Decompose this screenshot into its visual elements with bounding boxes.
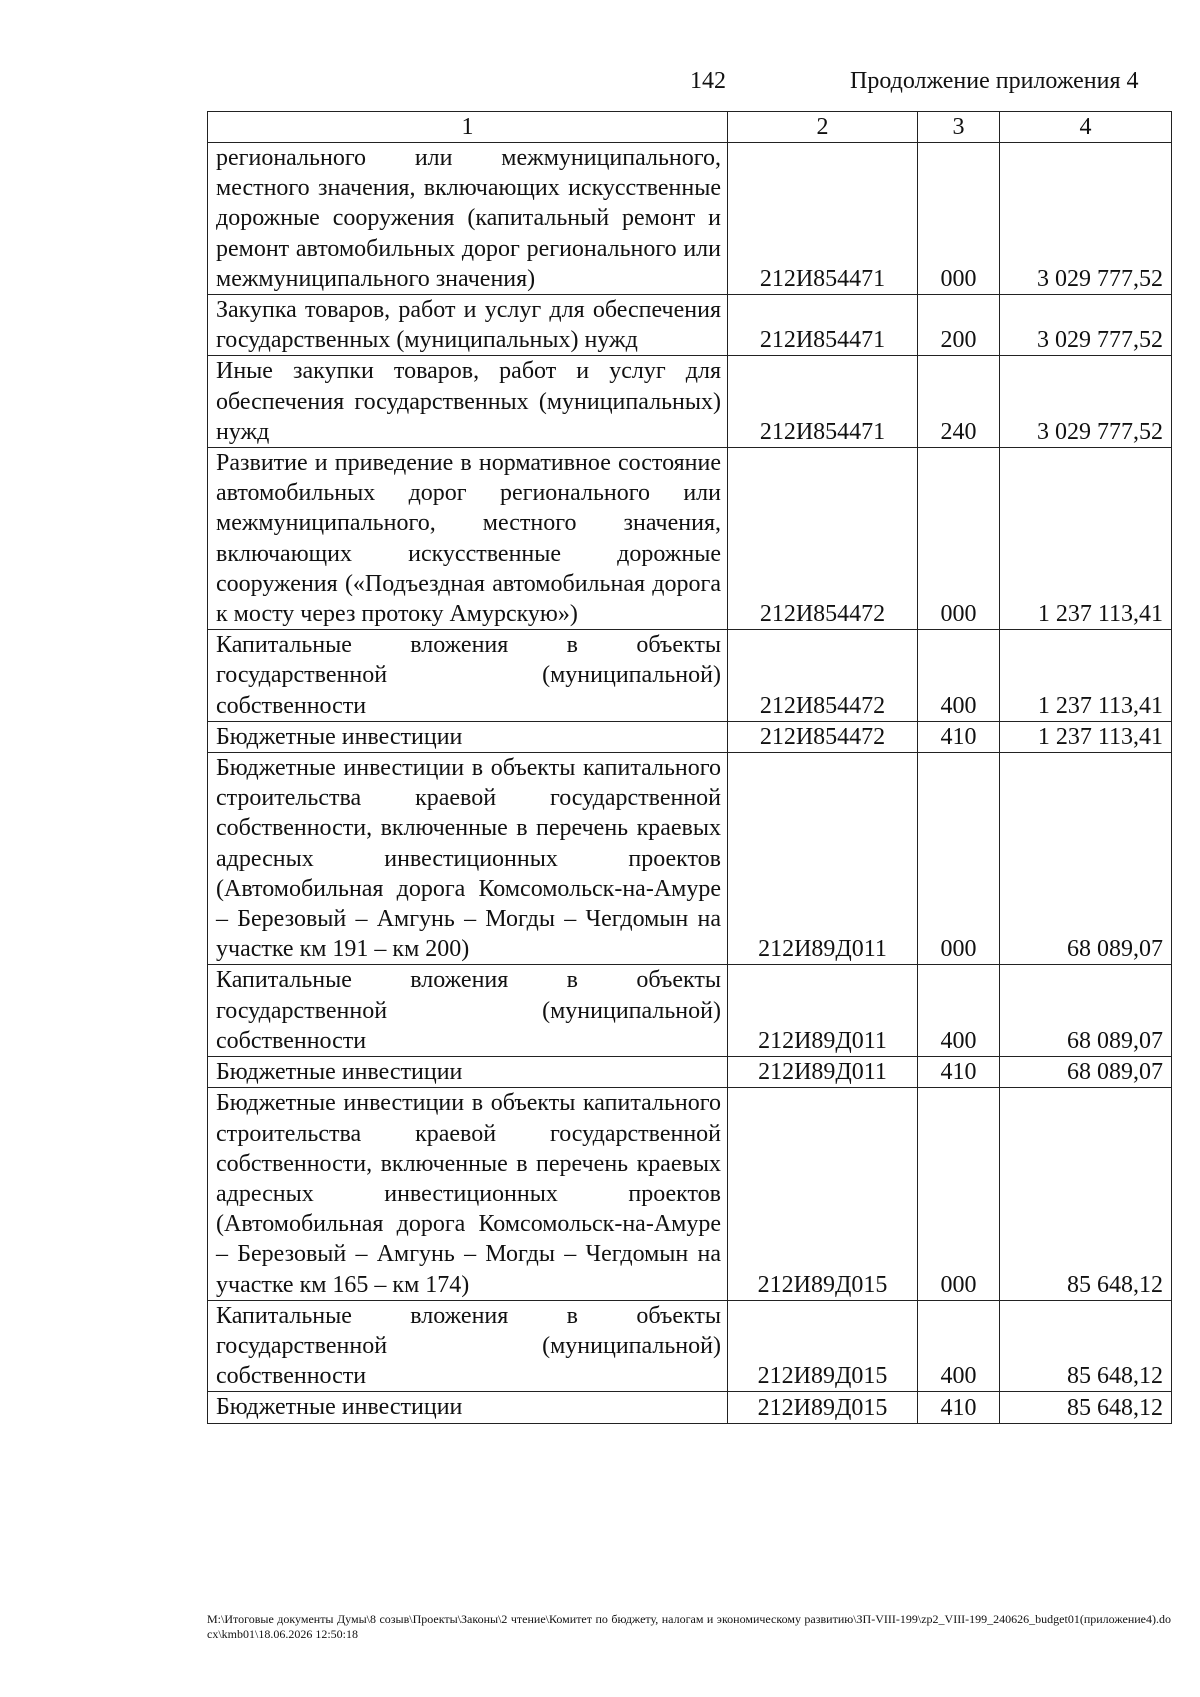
row-type: 200 (918, 295, 1000, 356)
page-number: 142 (690, 68, 726, 94)
row-type: 400 (918, 965, 1000, 1057)
budget-table (207, 111, 1172, 1424)
table-row (208, 753, 1172, 965)
row-code: 212И89Д015 (728, 1392, 918, 1423)
row-amount: 85 648,12 (1000, 1392, 1172, 1423)
table-row (208, 1057, 1172, 1088)
row-description: Бюджетные инвестиции (208, 1057, 728, 1088)
row-description: Иные закупки товаров, работ и услуг для обеспечения государственных (муниципальных) нужд (208, 356, 728, 448)
row-code: 212И89Д015 (728, 1300, 918, 1392)
table-row (208, 1088, 1172, 1300)
row-description: Развитие и приведение в нормативное состояние автомобильных дорог регионального или межмуниципального, местного значения, включающих искусственные дорожные сооружения («Подъездная автомобильная дорога к мосту через протоку Амурскую») (208, 448, 728, 630)
row-code: 212И854471 (728, 143, 918, 295)
column-header: 3 (918, 112, 1000, 143)
column-header: 1 (208, 112, 728, 143)
column-header: 2 (728, 112, 918, 143)
row-code: 212И89Д011 (728, 965, 918, 1057)
row-type: 410 (918, 721, 1000, 752)
table-row (208, 1392, 1172, 1423)
row-amount: 85 648,12 (1000, 1300, 1172, 1392)
table-header-row (208, 112, 1172, 143)
table-row (208, 1300, 1172, 1392)
row-type: 000 (918, 448, 1000, 630)
row-amount: 3 029 777,52 (1000, 295, 1172, 356)
row-type: 000 (918, 753, 1000, 965)
row-description: Капитальные вложения в объекты государственной (муниципальной) собственности (208, 1300, 728, 1392)
row-amount: 68 089,07 (1000, 1057, 1172, 1088)
row-type: 400 (918, 1300, 1000, 1392)
row-description: Закупка товаров, работ и услуг для обеспечения государственных (муниципальных) нужд (208, 295, 728, 356)
row-type: 410 (918, 1057, 1000, 1088)
row-amount: 1 237 113,41 (1000, 721, 1172, 752)
row-code: 212И89Д011 (728, 1057, 918, 1088)
row-code: 212И89Д011 (728, 753, 918, 965)
table-row (208, 356, 1172, 448)
row-amount: 1 237 113,41 (1000, 448, 1172, 630)
row-code: 212И854472 (728, 721, 918, 752)
row-type: 000 (918, 1088, 1000, 1300)
file-path-footer: M:\Итоговые документы Думы\8 созыв\Проекты\Законы\2 чтение\Комитет по бюджету, налогам и экономическому развитию\ЗП-VIII-199\zp2_VIII-199_240626_budget01(приложение4).docx\kmb01\18.06.2026 12:50:18 (207, 1612, 1171, 1641)
row-code: 212И89Д015 (728, 1088, 918, 1300)
row-description: регионального или межмуниципального, местного значения, включающих искусственные дорожные сооружения (капитальный ремонт и ремонт автомобильных дорог регионального или межмуниципального значения) (208, 143, 728, 295)
row-code: 212И854472 (728, 630, 918, 722)
table-row (208, 721, 1172, 752)
row-description: Бюджетные инвестиции в объекты капитального строительства краевой государственной собственности, включенные в перечень краевых адресных инвестиционных проектов (Автомобильная дорога Комсомольск-на-Амуре – Березовый – Амгунь – Могды – Чегдомын на участке км 191 – км 200) (208, 753, 728, 965)
row-amount: 1 237 113,41 (1000, 630, 1172, 722)
row-description: Бюджетные инвестиции (208, 1392, 728, 1423)
row-type: 410 (918, 1392, 1000, 1423)
row-amount: 68 089,07 (1000, 753, 1172, 965)
table-row (208, 295, 1172, 356)
row-description: Капитальные вложения в объекты государственной (муниципальной) собственности (208, 965, 728, 1057)
row-amount: 3 029 777,52 (1000, 143, 1172, 295)
row-type: 400 (918, 630, 1000, 722)
column-header: 4 (1000, 112, 1172, 143)
row-code: 212И854471 (728, 356, 918, 448)
table-row (208, 143, 1172, 295)
row-code: 212И854471 (728, 295, 918, 356)
row-type: 240 (918, 356, 1000, 448)
continuation-label: Продолжение приложения 4 (850, 68, 1139, 94)
row-description: Бюджетные инвестиции в объекты капитального строительства краевой государственной собственности, включенные в перечень краевых адресных инвестиционных проектов (Автомобильная дорога Комсомольск-на-Амуре – Березовый – Амгунь – Могды – Чегдомын на участке км 165 – км 174) (208, 1088, 728, 1300)
row-amount: 85 648,12 (1000, 1088, 1172, 1300)
table-row (208, 965, 1172, 1057)
row-amount: 68 089,07 (1000, 965, 1172, 1057)
row-code: 212И854472 (728, 448, 918, 630)
row-amount: 3 029 777,52 (1000, 356, 1172, 448)
row-description: Бюджетные инвестиции (208, 721, 728, 752)
table-row (208, 630, 1172, 722)
row-type: 000 (918, 143, 1000, 295)
row-description: Капитальные вложения в объекты государственной (муниципальной) собственности (208, 630, 728, 722)
table-row (208, 448, 1172, 630)
